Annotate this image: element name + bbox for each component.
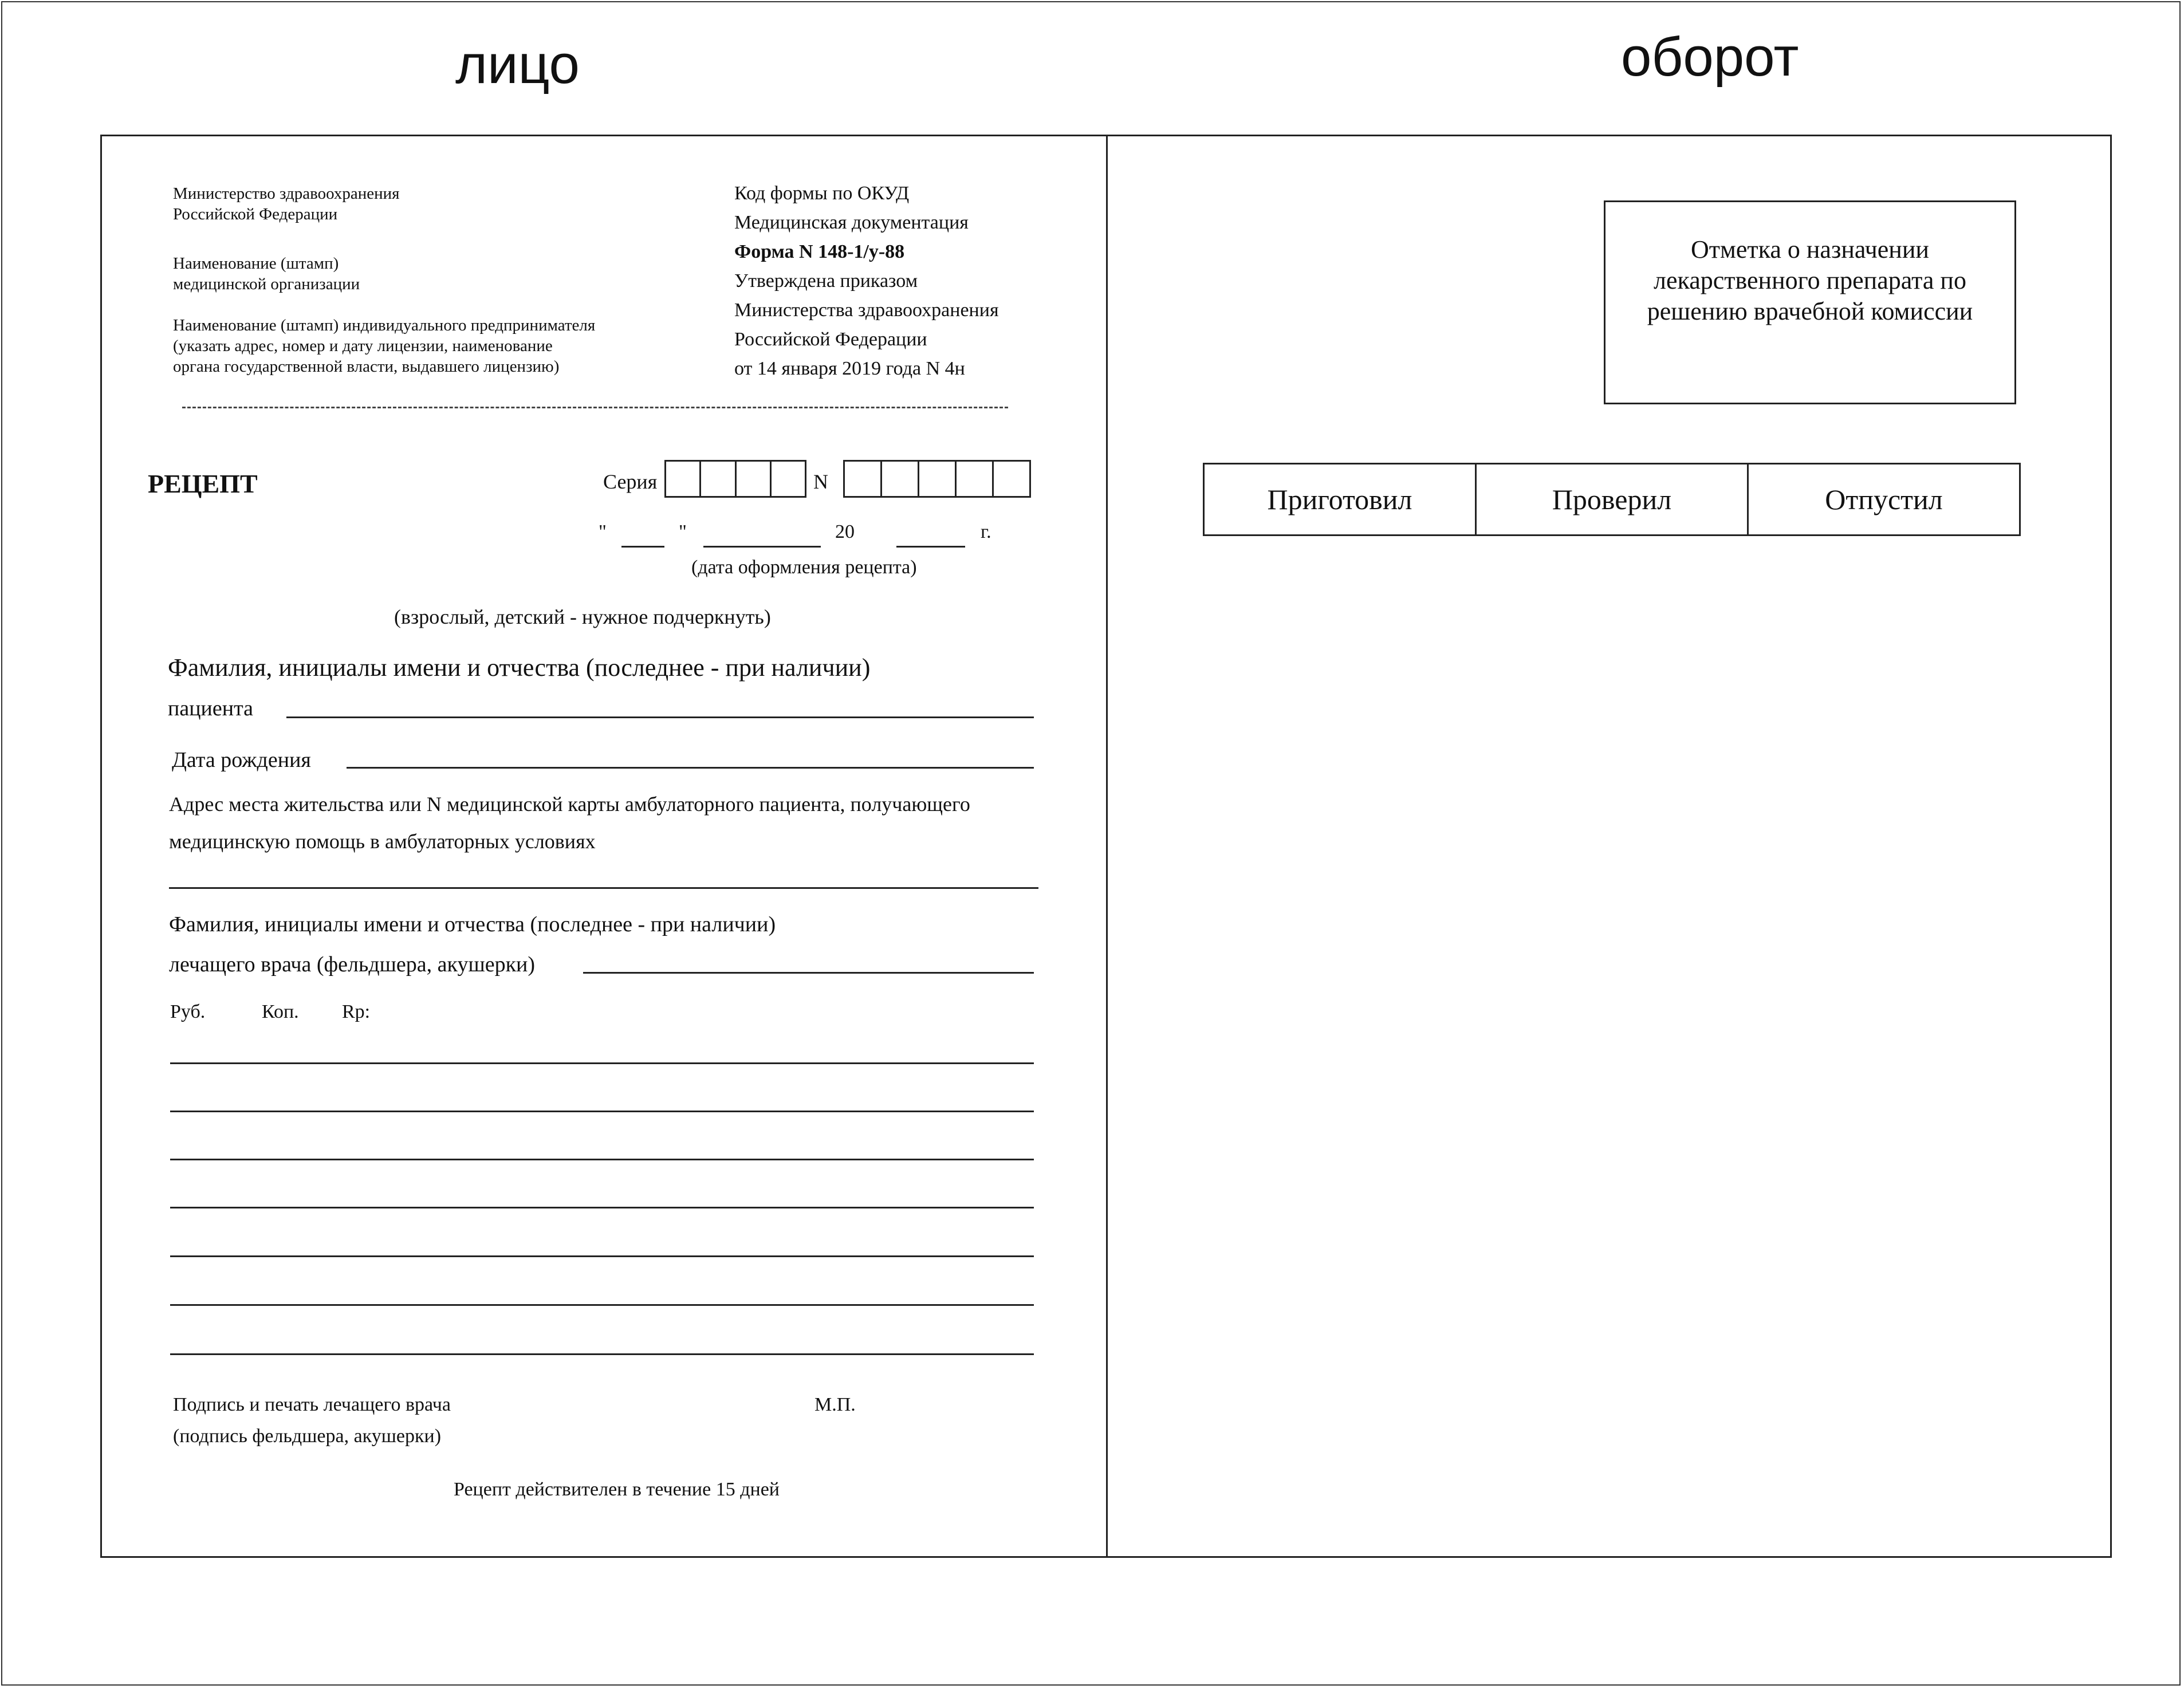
birth-date-field[interactable]: [347, 767, 1034, 769]
doctor-label: лечащего врача (фельдшера, акушерки): [169, 952, 536, 977]
validity-note: Рецепт действителен в течение 15 дней: [454, 1479, 780, 1500]
birth-date-label: Дата рождения: [172, 748, 311, 772]
form-info: Код формы по ОКУД Медицинская документация Форма N 148-1/у-88 Утверждена приказом Министерства здравоохранения Российской Федерации от 14 января 2019 года N 4н: [734, 183, 999, 379]
stamp-place-label: М.П.: [814, 1394, 856, 1415]
address-label-line1: Адрес места жительства или N медицинской карты амбулаторного пациента, получающего: [169, 793, 970, 816]
date-year-suffix: г.: [981, 521, 991, 542]
rp-label: Rp:: [342, 1001, 371, 1022]
commission-mark-box: Отметка о назначении лекарственного препарата по решению врачебной комиссии: [1604, 200, 2016, 404]
doctor-name-label: Фамилия, инициалы имени и отчества (последнее - при наличии): [169, 912, 776, 936]
date-quote-close: ": [679, 521, 687, 542]
date-year-prefix: 20: [835, 521, 855, 542]
fold-divider: [1106, 135, 1108, 1558]
series-boxes[interactable]: [664, 460, 806, 498]
rx-line[interactable]: [170, 1111, 1034, 1112]
rx-line[interactable]: [170, 1062, 1034, 1064]
entrepreneur-stamp-label: Наименование (штамп) индивидуального предпринимателя (указать адрес, номер и дату лицензии, наименование органа государственной власти, выдавшего лицензию): [173, 316, 596, 376]
patient-label: пациента: [168, 696, 254, 721]
rx-line[interactable]: [170, 1159, 1034, 1160]
front-side-heading: лицо: [455, 34, 580, 95]
org-stamp-label: Наименование (штамп) медицинской организации: [173, 254, 360, 293]
date-month-field[interactable]: [703, 546, 821, 548]
signature-sublabel: (подпись фельдшера, акушерки): [173, 1426, 442, 1447]
number-boxes[interactable]: [843, 460, 1031, 498]
checked-by-cell[interactable]: Проверил: [1477, 464, 1749, 534]
rub-label: Руб.: [170, 1001, 206, 1022]
doctor-name-field[interactable]: [583, 972, 1034, 974]
kop-label: Коп.: [262, 1001, 299, 1022]
address-field[interactable]: [169, 887, 1038, 889]
rx-line[interactable]: [170, 1304, 1034, 1306]
signature-label: Подпись и печать лечащего врача: [173, 1394, 451, 1415]
series-label: Серия: [603, 470, 658, 493]
dispensing-table: [1203, 463, 2021, 536]
date-year-field[interactable]: [896, 546, 965, 548]
date-day-field[interactable]: [621, 546, 664, 548]
number-label: N: [813, 470, 828, 493]
recipe-title: РЕЦЕПТ: [148, 469, 258, 498]
age-note: (взрослый, детский - нужное подчеркнуть): [394, 605, 771, 628]
patient-name-label: Фамилия, инициалы имени и отчества (последнее - при наличии): [168, 653, 871, 682]
date-quote-open: ": [599, 521, 607, 542]
ministry-label: Министерство здравоохранения Российской Федерации: [173, 184, 400, 223]
prepared-by-cell[interactable]: Приготовил: [1205, 464, 1477, 534]
back-side-heading: оборот: [1621, 26, 1799, 88]
tear-line: [182, 407, 1008, 408]
date-caption: (дата оформления рецепта): [691, 557, 917, 578]
rx-line[interactable]: [170, 1255, 1034, 1257]
rx-line[interactable]: [170, 1353, 1034, 1355]
rx-line[interactable]: [170, 1207, 1034, 1208]
dispensed-by-cell[interactable]: Отпустил: [1825, 483, 1943, 515]
address-label-line2: медицинскую помощь в амбулаторных условиях: [169, 830, 596, 853]
patient-name-field[interactable]: [286, 716, 1034, 718]
form-number: Форма N 148-1/у-88: [734, 241, 905, 262]
